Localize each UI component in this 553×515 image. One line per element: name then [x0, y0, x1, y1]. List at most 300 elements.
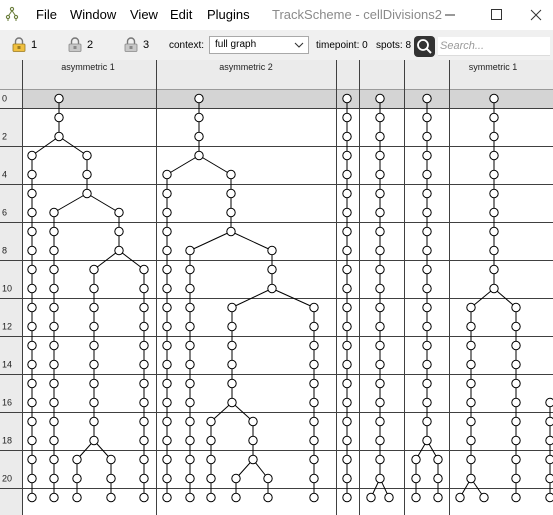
spot[interactable] — [227, 189, 235, 197]
spot[interactable] — [412, 455, 420, 463]
menu-file[interactable]: File — [36, 7, 57, 22]
spot[interactable] — [490, 227, 498, 235]
spot[interactable] — [163, 246, 171, 254]
spot[interactable] — [163, 227, 171, 235]
timepoint-label: 0 — [2, 93, 8, 104]
spot[interactable] — [163, 474, 171, 482]
spot[interactable] — [310, 455, 318, 463]
spot[interactable] — [50, 398, 58, 406]
spot[interactable] — [343, 360, 351, 368]
minimize-icon — [427, 0, 473, 30]
timepoint-label: 16 — [2, 397, 13, 408]
spot[interactable] — [228, 398, 236, 406]
spot[interactable] — [28, 436, 36, 444]
maximize-icon — [473, 0, 519, 30]
spot[interactable] — [50, 265, 58, 273]
spot[interactable] — [343, 379, 351, 387]
spot[interactable] — [50, 417, 58, 425]
spot[interactable] — [310, 436, 318, 444]
spot[interactable] — [163, 341, 171, 349]
spot[interactable] — [512, 360, 520, 368]
lock-2-label: 2 — [87, 39, 94, 51]
lock-1-label: 1 — [31, 39, 38, 51]
spot[interactable] — [232, 474, 240, 482]
spot[interactable] — [28, 189, 36, 197]
spot[interactable] — [207, 455, 215, 463]
spot[interactable] — [423, 189, 431, 197]
spot[interactable] — [186, 284, 194, 292]
spot[interactable] — [28, 341, 36, 349]
spot[interactable] — [228, 379, 236, 387]
spot[interactable] — [28, 170, 36, 178]
spot[interactable] — [28, 360, 36, 368]
spot[interactable] — [343, 227, 351, 235]
spot[interactable] — [50, 341, 58, 349]
spot[interactable] — [115, 208, 123, 216]
spot[interactable] — [50, 455, 58, 463]
timepoint-label: 18 — [2, 435, 13, 446]
spot[interactable] — [264, 493, 272, 501]
spot[interactable] — [490, 208, 498, 216]
spot[interactable] — [195, 94, 203, 102]
spot[interactable] — [90, 360, 98, 368]
spot[interactable] — [140, 455, 148, 463]
spot[interactable] — [186, 303, 194, 311]
spot[interactable] — [140, 417, 148, 425]
spot[interactable] — [28, 455, 36, 463]
spot[interactable] — [512, 436, 520, 444]
spot[interactable] — [423, 303, 431, 311]
spot[interactable] — [512, 303, 520, 311]
spot[interactable] — [376, 265, 384, 273]
spot[interactable] — [228, 360, 236, 368]
spot[interactable] — [163, 455, 171, 463]
spot[interactable] — [376, 417, 384, 425]
spot[interactable] — [50, 436, 58, 444]
spot[interactable] — [90, 379, 98, 387]
spot[interactable] — [343, 151, 351, 159]
spot[interactable] — [546, 436, 553, 444]
spot[interactable] — [50, 379, 58, 387]
spot[interactable] — [55, 94, 63, 102]
row-header-bar — [0, 89, 22, 515]
spot[interactable] — [376, 170, 384, 178]
spot[interactable] — [90, 303, 98, 311]
spot[interactable] — [268, 246, 276, 254]
spot[interactable] — [90, 417, 98, 425]
spot[interactable] — [227, 208, 235, 216]
spot[interactable] — [310, 398, 318, 406]
spot[interactable] — [163, 322, 171, 330]
spot[interactable] — [28, 227, 36, 235]
spot[interactable] — [467, 322, 475, 330]
spot[interactable] — [343, 493, 351, 501]
spot[interactable] — [195, 113, 203, 121]
lock-1-icon[interactable] — [12, 37, 26, 52]
timepoint-label: timepoint: 0 — [316, 40, 368, 51]
menu-plugins[interactable]: Plugins — [207, 7, 250, 22]
spot[interactable] — [490, 170, 498, 178]
spot[interactable] — [434, 493, 442, 501]
spot[interactable] — [376, 246, 384, 254]
spot[interactable] — [423, 246, 431, 254]
spot[interactable] — [90, 265, 98, 273]
spot[interactable] — [343, 398, 351, 406]
spot[interactable] — [140, 341, 148, 349]
timepoint-label: 4 — [2, 169, 8, 180]
spot[interactable] — [163, 284, 171, 292]
app-icon — [4, 6, 20, 22]
spot[interactable] — [310, 303, 318, 311]
spot[interactable] — [412, 474, 420, 482]
context-select[interactable] — [209, 36, 309, 54]
spot[interactable] — [490, 132, 498, 140]
spot[interactable] — [343, 208, 351, 216]
spot[interactable] — [107, 455, 115, 463]
spot[interactable] — [140, 360, 148, 368]
spot[interactable] — [140, 493, 148, 501]
spot[interactable] — [140, 265, 148, 273]
spot[interactable] — [376, 341, 384, 349]
spot[interactable] — [28, 208, 36, 216]
close-button[interactable] — [519, 0, 553, 30]
spot[interactable] — [310, 493, 318, 501]
spot[interactable] — [376, 132, 384, 140]
spot[interactable] — [490, 246, 498, 254]
close-icon — [519, 0, 553, 30]
spot[interactable] — [163, 265, 171, 273]
spot[interactable] — [490, 265, 498, 273]
lock-3-label: 3 — [143, 39, 150, 51]
spot[interactable] — [163, 170, 171, 178]
spot[interactable] — [423, 113, 431, 121]
spot[interactable] — [376, 322, 384, 330]
spot[interactable] — [490, 189, 498, 197]
spot[interactable] — [73, 474, 81, 482]
spot[interactable] — [512, 322, 520, 330]
spot[interactable] — [423, 322, 431, 330]
spot[interactable] — [50, 493, 58, 501]
spot[interactable] — [140, 303, 148, 311]
spot[interactable] — [140, 379, 148, 387]
spot[interactable] — [467, 398, 475, 406]
spot[interactable] — [376, 227, 384, 235]
spot[interactable] — [163, 303, 171, 311]
spot[interactable] — [512, 417, 520, 425]
spot[interactable] — [28, 265, 36, 273]
spot[interactable] — [140, 284, 148, 292]
spot[interactable] — [512, 379, 520, 387]
spot[interactable] — [343, 436, 351, 444]
spot[interactable] — [227, 170, 235, 178]
window-title: TrackScheme - cellDivisions2 — [272, 7, 443, 22]
spot[interactable] — [163, 398, 171, 406]
spot[interactable] — [423, 94, 431, 102]
context-select-value: full graph — [215, 39, 257, 50]
spot[interactable] — [186, 455, 194, 463]
spot[interactable] — [140, 474, 148, 482]
search-button[interactable] — [414, 36, 435, 57]
spot[interactable] — [232, 493, 240, 501]
chevron-down-icon — [294, 40, 304, 50]
spot[interactable] — [546, 493, 553, 501]
spot[interactable] — [163, 189, 171, 197]
spot[interactable] — [50, 227, 58, 235]
spot[interactable] — [423, 436, 431, 444]
spot[interactable] — [343, 284, 351, 292]
spot[interactable] — [343, 113, 351, 121]
selected-timepoint-row[interactable] — [22, 89, 553, 108]
spot[interactable] — [376, 94, 384, 102]
lock-3-icon[interactable] — [124, 37, 138, 52]
spot[interactable] — [376, 379, 384, 387]
spot[interactable] — [163, 493, 171, 501]
spot[interactable] — [163, 379, 171, 387]
spot[interactable] — [186, 436, 194, 444]
spot[interactable] — [83, 189, 91, 197]
spot[interactable] — [512, 455, 520, 463]
spot[interactable] — [467, 436, 475, 444]
spot[interactable] — [376, 189, 384, 197]
spot[interactable] — [343, 94, 351, 102]
spot[interactable] — [423, 284, 431, 292]
spot[interactable] — [264, 474, 272, 482]
spot[interactable] — [376, 284, 384, 292]
spot[interactable] — [376, 360, 384, 368]
column-header-asymmetric-2: asymmetric 2 — [219, 62, 273, 72]
spot[interactable] — [186, 322, 194, 330]
timepoint-label: 10 — [2, 283, 13, 294]
spot[interactable] — [423, 360, 431, 368]
spot[interactable] — [412, 493, 420, 501]
spot[interactable] — [90, 398, 98, 406]
spot[interactable] — [467, 341, 475, 349]
spot[interactable] — [512, 398, 520, 406]
spot[interactable] — [343, 474, 351, 482]
spot[interactable] — [50, 322, 58, 330]
spot[interactable] — [434, 474, 442, 482]
spot[interactable] — [249, 417, 257, 425]
column-header-asymmetric-1: asymmetric 1 — [61, 62, 115, 72]
spot[interactable] — [490, 284, 498, 292]
spot[interactable] — [28, 493, 36, 501]
spot[interactable] — [28, 322, 36, 330]
menu-edit[interactable]: Edit — [170, 7, 193, 22]
spot[interactable] — [467, 303, 475, 311]
spot[interactable] — [186, 360, 194, 368]
spot[interactable] — [490, 151, 498, 159]
spot[interactable] — [480, 493, 488, 501]
spot[interactable] — [28, 398, 36, 406]
spot[interactable] — [50, 474, 58, 482]
spot[interactable] — [228, 322, 236, 330]
spot[interactable] — [195, 151, 203, 159]
spot[interactable] — [28, 474, 36, 482]
title-bar — [0, 0, 553, 30]
spot[interactable] — [186, 474, 194, 482]
spot[interactable] — [186, 265, 194, 273]
spot[interactable] — [50, 303, 58, 311]
spot[interactable] — [140, 436, 148, 444]
spot[interactable] — [376, 436, 384, 444]
timepoint-label: 8 — [2, 245, 8, 256]
spot[interactable] — [423, 398, 431, 406]
spot[interactable] — [249, 455, 257, 463]
spot[interactable] — [423, 341, 431, 349]
spot[interactable] — [367, 493, 375, 501]
spot[interactable] — [434, 455, 442, 463]
spot[interactable] — [115, 246, 123, 254]
spot[interactable] — [83, 170, 91, 178]
search-input[interactable] — [438, 37, 550, 56]
spot[interactable] — [376, 398, 384, 406]
spot[interactable] — [90, 341, 98, 349]
spot[interactable] — [343, 322, 351, 330]
spot[interactable] — [207, 436, 215, 444]
spot[interactable] — [186, 341, 194, 349]
timepoint-label: 6 — [2, 207, 8, 218]
spot[interactable] — [423, 265, 431, 273]
spot[interactable] — [423, 132, 431, 140]
spot[interactable] — [512, 493, 520, 501]
spot[interactable] — [546, 474, 553, 482]
spot[interactable] — [163, 436, 171, 444]
spot[interactable] — [186, 246, 194, 254]
spot[interactable] — [467, 379, 475, 387]
spot[interactable] — [186, 398, 194, 406]
spot[interactable] — [343, 341, 351, 349]
spot[interactable] — [50, 246, 58, 254]
spot[interactable] — [423, 151, 431, 159]
spot[interactable] — [376, 208, 384, 216]
spot[interactable] — [343, 189, 351, 197]
spot[interactable] — [90, 436, 98, 444]
spot[interactable] — [28, 379, 36, 387]
spot[interactable] — [546, 398, 553, 406]
spot[interactable] — [186, 417, 194, 425]
spot[interactable] — [186, 493, 194, 501]
trackscheme-canvas[interactable] — [0, 60, 553, 515]
spot[interactable] — [546, 417, 553, 425]
spot[interactable] — [115, 227, 123, 235]
spot[interactable] — [546, 455, 553, 463]
spot[interactable] — [55, 113, 63, 121]
menu-window[interactable]: Window — [70, 7, 117, 22]
spot[interactable] — [28, 151, 36, 159]
spot[interactable] — [423, 208, 431, 216]
spot[interactable] — [467, 417, 475, 425]
spot[interactable] — [228, 303, 236, 311]
spot[interactable] — [310, 379, 318, 387]
spot[interactable] — [163, 417, 171, 425]
spot[interactable] — [490, 113, 498, 121]
spot[interactable] — [73, 493, 81, 501]
spot[interactable] — [207, 417, 215, 425]
spot[interactable] — [50, 360, 58, 368]
spot[interactable] — [73, 455, 81, 463]
spot[interactable] — [107, 474, 115, 482]
spot[interactable] — [163, 360, 171, 368]
spot[interactable] — [195, 132, 203, 140]
spot[interactable] — [140, 398, 148, 406]
spot[interactable] — [376, 151, 384, 159]
spot[interactable] — [268, 265, 276, 273]
spot[interactable] — [207, 474, 215, 482]
spot[interactable] — [140, 322, 148, 330]
spot[interactable] — [490, 94, 498, 102]
spot[interactable] — [423, 227, 431, 235]
spot[interactable] — [376, 303, 384, 311]
spot[interactable] — [456, 493, 464, 501]
spot[interactable] — [207, 493, 215, 501]
spot[interactable] — [343, 417, 351, 425]
minimize-button[interactable] — [427, 0, 473, 30]
spot[interactable] — [268, 284, 276, 292]
maximize-button[interactable] — [473, 0, 519, 30]
timepoint-label: 2 — [2, 131, 8, 142]
spot[interactable] — [28, 284, 36, 292]
spot[interactable] — [310, 360, 318, 368]
timepoint-label: 14 — [2, 359, 13, 370]
spot[interactable] — [28, 417, 36, 425]
spot[interactable] — [310, 341, 318, 349]
column-header-symmetric-1: symmetric 1 — [468, 62, 518, 72]
timepoint-label: 12 — [2, 321, 13, 332]
spot[interactable] — [423, 170, 431, 178]
spot[interactable] — [310, 474, 318, 482]
spot[interactable] — [343, 455, 351, 463]
spot[interactable] — [50, 284, 58, 292]
spot[interactable] — [310, 417, 318, 425]
spot[interactable] — [512, 474, 520, 482]
lock-2-icon[interactable] — [68, 37, 82, 52]
spot[interactable] — [227, 227, 235, 235]
spot[interactable] — [467, 360, 475, 368]
context-label: context: — [169, 40, 205, 51]
spot[interactable] — [107, 493, 115, 501]
spot[interactable] — [343, 246, 351, 254]
timepoint-label: 20 — [2, 473, 13, 484]
spot[interactable] — [55, 132, 63, 140]
spot[interactable] — [385, 493, 393, 501]
spot[interactable] — [343, 265, 351, 273]
spot[interactable] — [228, 341, 236, 349]
spot[interactable] — [90, 322, 98, 330]
spot[interactable] — [343, 303, 351, 311]
spot[interactable] — [343, 132, 351, 140]
spot[interactable] — [376, 474, 384, 482]
spot[interactable] — [186, 379, 194, 387]
spots-label: spots: 8 — [376, 40, 412, 51]
spot[interactable] — [423, 379, 431, 387]
spot[interactable] — [423, 417, 431, 425]
spot[interactable] — [28, 303, 36, 311]
spot[interactable] — [376, 113, 384, 121]
spot[interactable] — [50, 208, 58, 216]
spot[interactable] — [376, 455, 384, 463]
spot[interactable] — [83, 151, 91, 159]
spot[interactable] — [343, 170, 351, 178]
spot[interactable] — [249, 436, 257, 444]
spot[interactable] — [467, 474, 475, 482]
spot[interactable] — [310, 322, 318, 330]
spot[interactable] — [90, 284, 98, 292]
spot[interactable] — [512, 341, 520, 349]
spot[interactable] — [163, 208, 171, 216]
menu-view[interactable]: View — [130, 7, 158, 22]
spot[interactable] — [28, 246, 36, 254]
spot[interactable] — [467, 455, 475, 463]
